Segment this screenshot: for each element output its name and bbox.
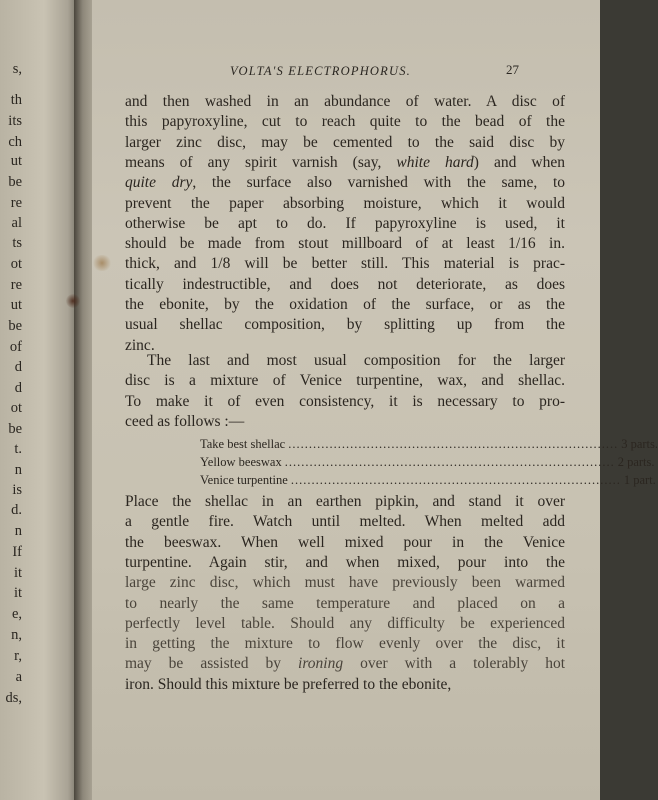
left-page: [0, 0, 80, 800]
text-line: usual shellac composition, by splitting up from the: [125, 316, 565, 334]
ingredient-quantity: 3 parts.: [621, 437, 658, 451]
recipe-row: [200, 473, 656, 488]
text-line: Place the shellac in an earthen pipkin, and stand it over: [125, 493, 565, 510]
text-run: , the surface also varnished with the same, to: [192, 174, 565, 192]
text-line: otherwise be apt to do. If papyroxyline is used, it: [125, 214, 565, 232]
text-line: larger zinc disc, may be cemented to the said disc by: [125, 133, 565, 151]
left-page-fragment: of: [9, 339, 22, 355]
left-page-fragment: n: [14, 523, 22, 539]
text-line: a gentle fire. Watch until melted. When melted add: [125, 513, 565, 531]
ingredient-name: Venice turpentine: [200, 473, 288, 487]
left-page-fragment: a: [15, 669, 22, 685]
text-run: means of any spirit varnish (say,: [125, 153, 397, 171]
left-page-fragment: ut: [10, 297, 22, 313]
left-page-fragment: t.: [14, 441, 22, 457]
running-head: VOLTA'S ELECTROPHORUS.: [230, 64, 412, 78]
italic-text: white hard: [396, 153, 474, 171]
text-line: the beeswax. When well mixed pour in the Venice: [125, 533, 565, 551]
text-run: over with a tolerably hot: [343, 655, 565, 673]
text-run: may be assisted by: [125, 655, 299, 673]
text-line: tically indestructible, and does not deteriorate, as does: [125, 275, 565, 293]
text-line: The last and most usual composition for the larger: [147, 352, 565, 369]
left-page-fragment: it: [13, 565, 22, 581]
text-line: thick, and 1/8 will be better still. This material is prac-: [125, 255, 565, 273]
left-page-fragment: be: [8, 174, 22, 190]
italic-text: quite dry: [125, 174, 193, 192]
text-line: large zinc disc, which must have previously been warmed: [125, 574, 565, 592]
left-page-fragment: r,: [14, 648, 22, 664]
left-page-fragment: its: [8, 113, 22, 129]
left-page-fragment: d: [14, 359, 22, 375]
text-run: ) and when: [473, 153, 565, 171]
left-page-fragment: th: [10, 92, 22, 108]
text-line: ceed as follows :—: [125, 412, 245, 430]
ingredient-name: Yellow beeswax: [200, 455, 282, 469]
left-page-fragment: If: [12, 544, 22, 560]
left-page-fragment: be: [8, 421, 22, 437]
left-page-fragment: s,: [12, 61, 22, 77]
text-line: disc is a mixture of Venice turpentine, wax, and shellac.: [125, 372, 565, 390]
text-line: in getting the mixture to flow evenly over the disc, it: [125, 635, 565, 653]
dot-leader: ................................................................................: [284, 455, 615, 469]
text-line: and then washed in an abundance of water. A disc of: [125, 93, 565, 110]
left-page-fragment: re: [10, 277, 22, 293]
left-page-fragment: ot: [10, 400, 22, 416]
text-line: [125, 173, 565, 193]
paper-stain: [92, 255, 112, 271]
recipe-row: [200, 455, 655, 470]
left-page-fragment: re: [10, 195, 22, 211]
left-page-fragment: ts: [12, 235, 22, 251]
dot-leader: ................................................................................: [290, 473, 621, 487]
left-page-fragment: ut: [10, 153, 22, 169]
left-page-fragment: ch: [8, 134, 22, 150]
left-page-fragment: it: [13, 585, 22, 601]
left-page-fragment: e,: [11, 606, 22, 622]
text-line: turpentine. Again stir, and when mixed, pour into the: [125, 553, 565, 571]
text-line: perfectly level table. Should any difficulty be experienced: [125, 614, 565, 632]
ingredient-name: Take best shellac: [200, 437, 286, 451]
text-line: [125, 153, 565, 173]
left-page-fragment: n,: [11, 627, 22, 643]
left-page-fragment: n: [14, 462, 22, 478]
left-page-fragment: be: [8, 318, 22, 334]
text-line: the ebonite, by the oxidation of the surface, or as the: [125, 296, 565, 313]
text-line: [125, 654, 565, 674]
page-number: 27: [506, 62, 519, 77]
recipe-row: [200, 437, 658, 452]
text-line: To make it of even consistency, it is necessary to pro-: [125, 392, 565, 410]
dot-leader: ................................................................................: [288, 437, 619, 451]
italic-text: ironing: [298, 655, 344, 673]
text-line: this papyroxyline, cut to reach quite to the bead of the: [125, 113, 565, 131]
left-page-fragment: is: [12, 482, 22, 498]
left-page-fragment: d.: [11, 502, 22, 518]
left-page-fragment: ds,: [5, 690, 22, 706]
ingredient-quantity: 1 part.: [623, 473, 656, 487]
text-line: iron. Should this mixture be preferred to the ebonite,: [125, 675, 452, 693]
left-page-fragment: d: [14, 380, 22, 396]
text-line: should be made from stout millboard of at least 1/16 in.: [125, 235, 565, 253]
text-line: zinc.: [125, 336, 155, 354]
paper-stain: [66, 294, 80, 308]
ingredient-quantity: 2 parts.: [617, 455, 655, 469]
left-page-fragment: ot: [10, 256, 22, 272]
text-line: to nearly the same temperature and placed on a: [125, 594, 565, 612]
left-page-fragment: al: [11, 215, 22, 231]
text-line: prevent the paper absorbing moisture, which it would: [125, 194, 565, 212]
